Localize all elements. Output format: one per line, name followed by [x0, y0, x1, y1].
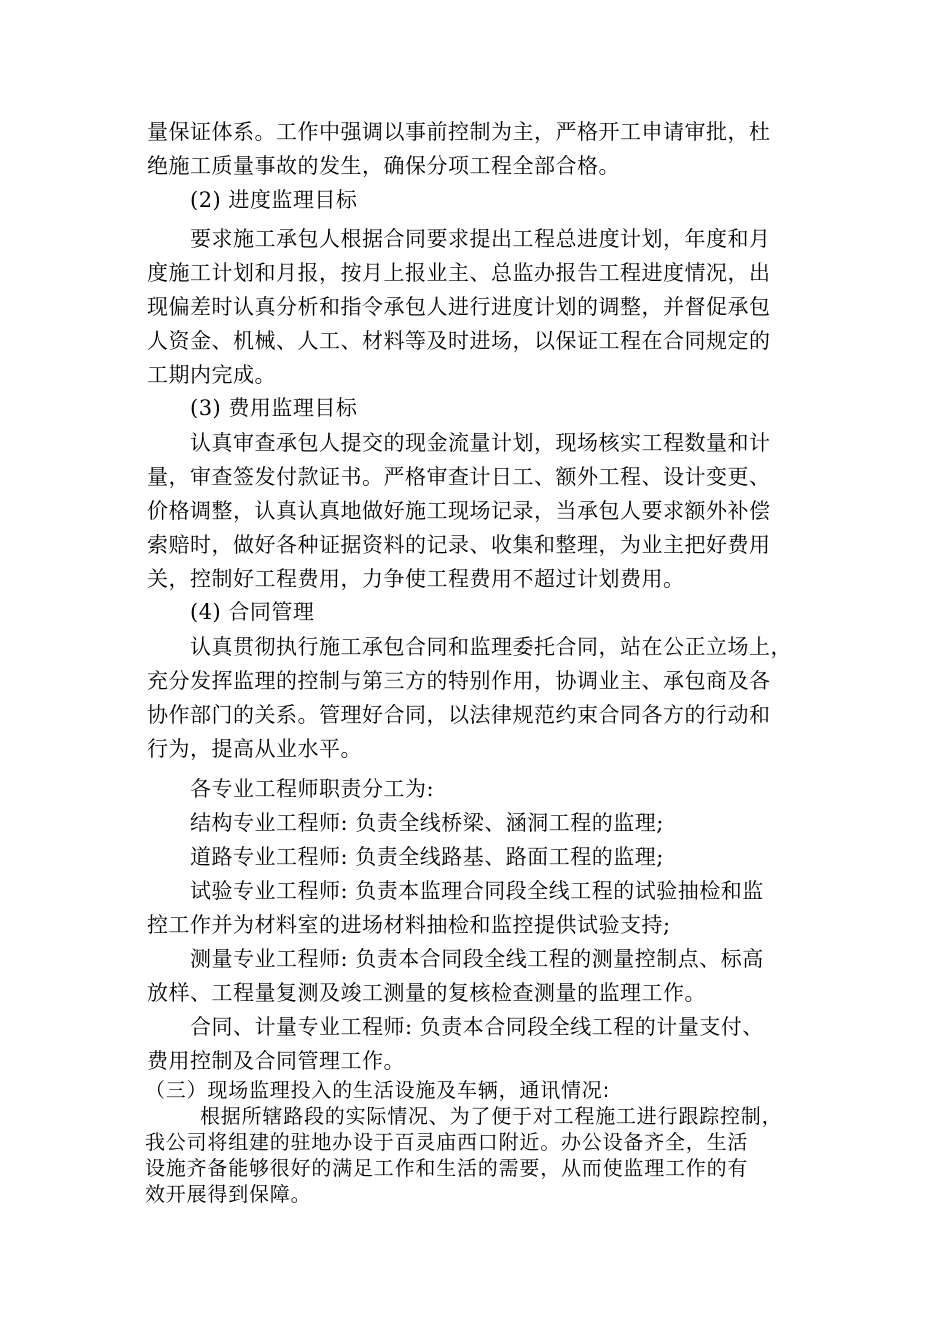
paragraph-line: 要求施工承包人根据合同要求提出工程总进度计划，年度和月	[190, 227, 771, 251]
paragraph-line: 绝施工质量事故的发生，确保分项工程全部合格。	[147, 154, 620, 178]
paragraph-line: 费用控制及合同管理工作。	[147, 1049, 405, 1073]
paragraph-line: 量保证体系。工作中强调以事前控制为主，严格开工申请审批，杜	[147, 120, 771, 144]
paragraph-line: 协作部门的关系。管理好合同，以法律规范约束合同各方的行动和	[147, 703, 771, 727]
section-heading: (3) 费用监理目标	[190, 396, 358, 420]
paragraph-line: 行为，提高从业水平。	[147, 737, 362, 761]
paragraph-line: 度施工计划和月报，按月上报业主、总监办报告工程进度情况，出	[147, 261, 771, 285]
paragraph-line: 工期内完成。	[147, 363, 276, 387]
paragraph-line: 索赔时，做好各种证据资料的记录、收集和整理，为业主把好费用	[147, 533, 771, 557]
paragraph-line: 我公司将组建的驻地办设于百灵庙西口附近。办公设备齐全，生活	[145, 1130, 749, 1154]
paragraph-line: 各专业工程师职责分工为:	[190, 777, 435, 801]
paragraph-line: 测量专业工程师: 负责本合同段全线工程的测量控制点、标高	[190, 947, 764, 971]
paragraph-line: 认真贯彻执行施工承包合同和监理委托合同，站在公正立场上，	[190, 635, 792, 659]
paragraph-line: 控工作并为材料室的进场材料抽检和监控提供试验支持;	[147, 913, 671, 937]
paragraph-line: 认真审查承包人提交的现金流量计划，现场核实工程数量和计	[190, 431, 771, 455]
paragraph-line: 关，控制好工程费用，力争使工程费用不超过计划费用。	[147, 567, 685, 591]
paragraph-line: 效开展得到保障。	[145, 1182, 312, 1206]
paragraph-line: 根据所辖路段的实际情况、为了便于对工程施工进行跟踪控制，	[200, 1104, 783, 1128]
paragraph-line: 结构专业工程师: 负责全线桥梁、涵洞工程的监理;	[190, 811, 664, 835]
section-heading: (4) 合同管理	[190, 600, 315, 624]
paragraph-line: 价格调整，认真认真地做好施工现场记录，当承包人要求额外补偿	[147, 499, 771, 523]
paragraph-line: 合同、计量专业工程师: 负责本合同段全线工程的计量支付、	[190, 1015, 764, 1039]
paragraph-line: 设施齐备能够很好的满足工作和生活的需要，从而使监理工作的有	[145, 1156, 749, 1180]
paragraph-line: 现偏差时认真分析和指令承包人进行进度计划的调整，并督促承包	[147, 295, 771, 319]
paragraph-line: 放样、工程量复测及竣工测量的复核检查测量的监理工作。	[147, 981, 706, 1005]
paragraph-line: 充分发挥监理的控制与第三方的特别作用，协调业主、承包商及各	[147, 669, 771, 693]
paragraph-line: 量，审查签发付款证书。严格审查计日工、额外工程、设计变更、	[147, 465, 771, 489]
section-heading: （三）现场监理投入的生活设施及车辆，通讯情况:	[145, 1078, 611, 1102]
section-heading: (2) 进度监理目标	[190, 188, 358, 212]
paragraph-line: 试验专业工程师: 负责本监理合同段全线工程的试验抽检和监	[190, 879, 764, 903]
paragraph-line: 人资金、机械、人工、材料等及时进场，以保证工程在合同规定的	[147, 329, 771, 353]
paragraph-line: 道路专业工程师: 负责全线路基、路面工程的监理;	[190, 845, 664, 869]
